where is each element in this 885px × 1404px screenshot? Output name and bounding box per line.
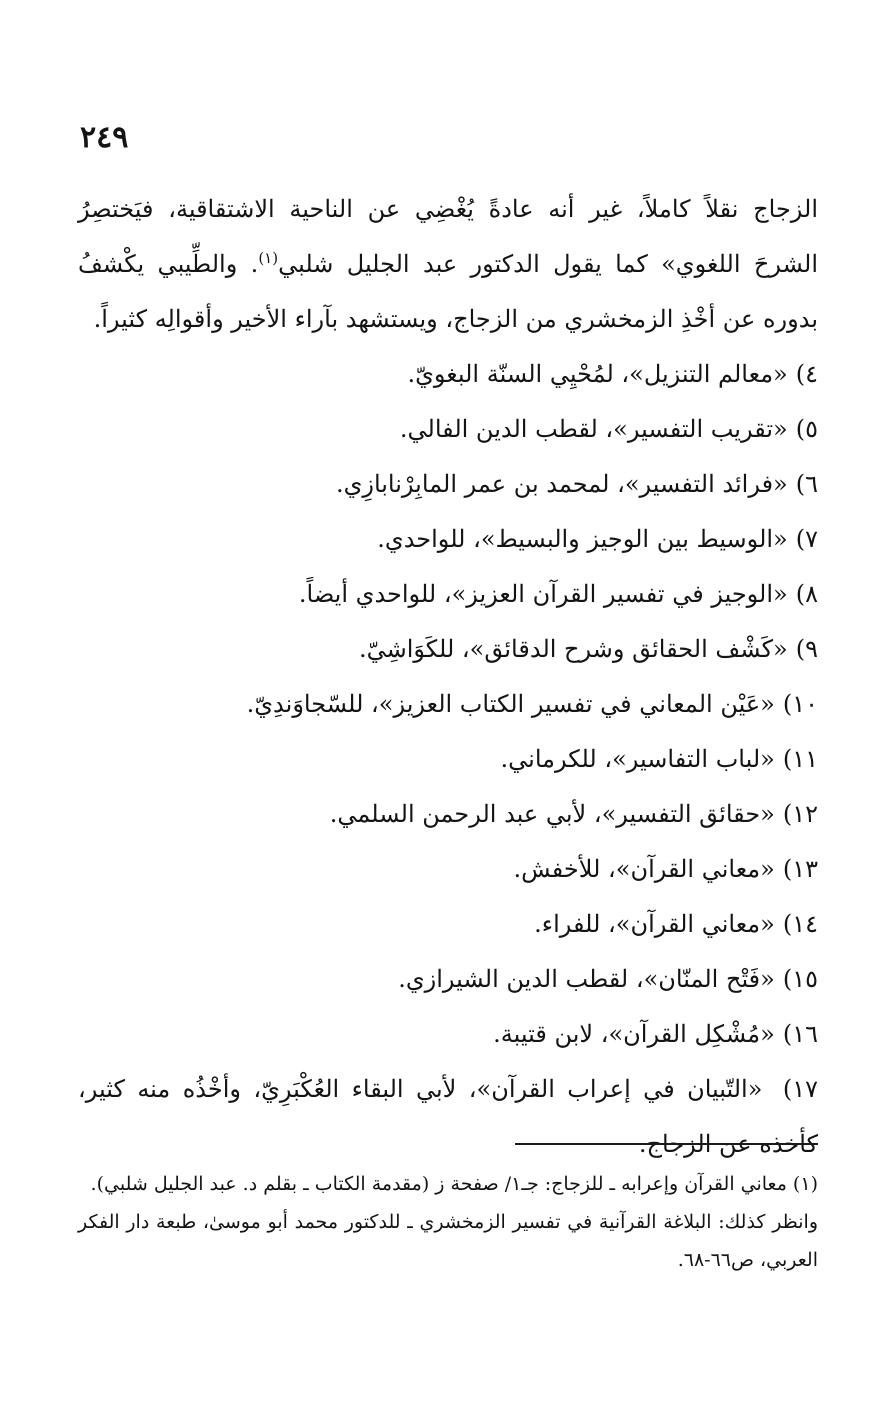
list-item-15	[78, 952, 818, 1007]
list-item-11	[78, 732, 818, 787]
footnote-1-continuation: وانظر كذلك: البلاغة القرآنية في تفسير الزمخشري ـ للدكتور محمد أبو موسىٰ، طبعة دار الفكر العربي، ص٦٦-٦٨.	[78, 1211, 818, 1271]
list-item-5	[78, 402, 818, 457]
list-number: ١٥)	[782, 965, 818, 993]
list-number: ١٤)	[782, 910, 818, 938]
tafsir-list	[78, 347, 818, 1172]
list-number: ٦)	[795, 470, 818, 498]
list-number: ١٣)	[782, 855, 818, 883]
list-number: ١٧)	[782, 1075, 818, 1103]
list-number: ١١)	[782, 745, 818, 773]
list-text: «معاني القرآن»، للأخفش.	[513, 855, 775, 883]
list-item-17	[78, 1062, 818, 1172]
list-number: ٤)	[795, 360, 818, 388]
list-item-6	[78, 457, 818, 512]
paragraph-text-start: الزجاج نقلاً كاملاً، غير أنه عادةً يُغْضِي عن الناحية الاشتقاقية، فيَختصِرُ الشرحَ اللغوي» كما يقول الدكتور عبد الجليل شلبي	[78, 195, 818, 278]
list-text: «التّبيان في إعراب القرآن»، لأبي البقاء العُكْبَرِيّ، وأخْذُه منه كثير، كأخذه عن الزجاج.	[78, 1075, 818, 1158]
list-item-16	[78, 1007, 818, 1062]
intro-paragraph	[78, 182, 818, 347]
list-text: «حقائق التفسير»، لأبي عبد الرحمن السلمي.	[329, 800, 775, 828]
list-text: «كَشْف الحقائق وشرح الدقائق»، للكَوَاشِيّ.	[358, 635, 788, 663]
footnote-1: (١) معاني القرآن وإعرابه ـ للزجاج: جـ١/ صفحة ز (مقدمة الكتاب ـ بقلم د. عبد الجليل شلبي).	[90, 1173, 818, 1195]
list-text: «معاني القرآن»، للفراء.	[534, 910, 775, 938]
list-number: ٧)	[795, 525, 818, 553]
list-text: «الوجيز في تفسير القرآن العزيز»، للواحدي أيضاً.	[298, 580, 788, 608]
list-number: ٨)	[795, 580, 818, 608]
footnote-reference: (١)	[258, 249, 279, 267]
list-item-8	[78, 567, 818, 622]
list-text: «تقريب التفسير»، لقطب الدين الفالي.	[399, 415, 788, 443]
paragraph-text-end: . والطِّيبي يكْشفُ بدوره عن أخْذِ الزمخشري من الزجاج، ويستشهد بآراء الأخير وأقوالِه كثيراً.	[78, 250, 818, 333]
list-text: «لباب التفاسير»، للكرماني.	[500, 745, 775, 773]
list-text: «فَتْح المنّان»، لقطب الدين الشيرازي.	[398, 965, 775, 993]
list-item-4	[78, 347, 818, 402]
list-number: ٥)	[795, 415, 818, 443]
list-item-7	[78, 512, 818, 567]
list-item-13	[78, 842, 818, 897]
list-number: ٩)	[795, 635, 818, 663]
list-item-9	[78, 622, 818, 677]
list-text: «مُشْكِل القرآن»، لابن قتيبة.	[493, 1020, 775, 1048]
footnote-divider	[515, 1143, 818, 1145]
footnotes	[78, 1165, 818, 1279]
list-number: ١٠)	[782, 690, 818, 718]
list-item-12	[78, 787, 818, 842]
list-text: «الوسيط بين الوجيز والبسيط»، للواحدي.	[377, 525, 788, 553]
list-text: «معالم التنزيل»، لمُحْيِي السنّة البغويّ.	[407, 360, 788, 388]
list-text: «عَيْن المعاني في تفسير الكتاب العزيز»، للسّجاوَندِيّ.	[246, 690, 775, 718]
list-number: ١٦)	[782, 1020, 818, 1048]
list-text: «فرائد التفسير»، لمحمد بن عمر المابِرْنابازِي.	[335, 470, 788, 498]
list-item-14	[78, 897, 818, 952]
list-item-10	[78, 677, 818, 732]
body-text	[78, 182, 818, 1172]
list-number: ١٢)	[782, 800, 818, 828]
page-number: ٢٤٩	[80, 120, 129, 155]
